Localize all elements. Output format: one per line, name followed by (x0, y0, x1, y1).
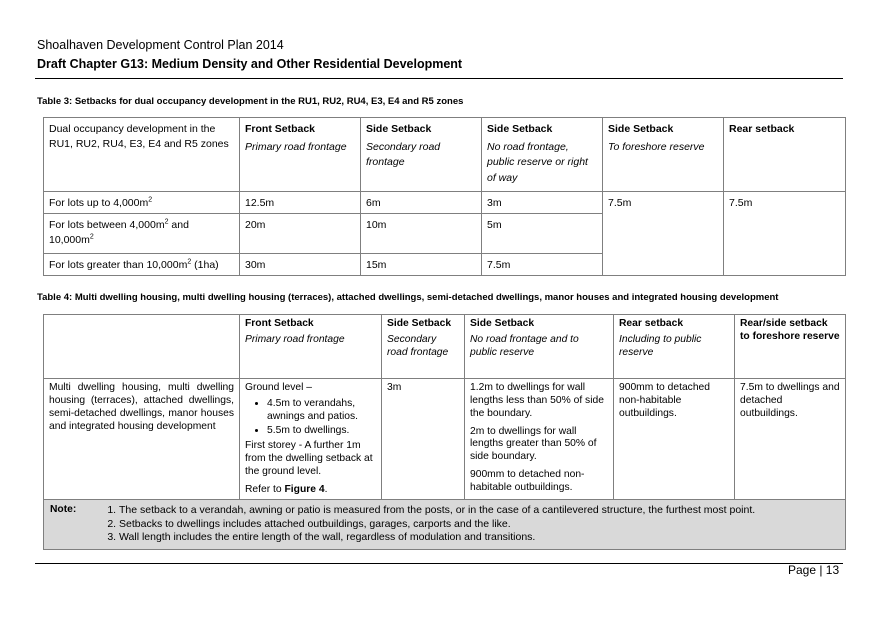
table3-header-side-foreshore: Side Setback To foreshore reserve (603, 118, 724, 192)
table3-header-side-no-road: Side Setback No road frontage, public reserve or right of way (482, 118, 603, 192)
notes-label: Note: (50, 503, 77, 515)
table4-header-foreshore: Rear/side setback to foreshore reserve (735, 315, 846, 379)
table4-front-cell: Ground level – • 4.5m to verandahs, awnings and patios. • 5.5m to dwellings. First storey - A further 1m from the dwelling setback at the ground level. Refer to Figure 4. (240, 379, 382, 500)
table4-row-label: Multi dwelling housing, multi dwelling housing (terraces), attached dwellings, semi-detached dwellings, manor houses and integrated housing development (44, 379, 240, 500)
table3-header-rear: Rear setback (724, 118, 846, 192)
table3-row1-front: 12.5m (240, 192, 361, 214)
table4-side-secondary-cell: 3m (382, 379, 465, 500)
table3-row2-side-no-road: 5m (482, 214, 603, 254)
list-item: • 4.5m to verandahs, awnings and patios. (267, 398, 376, 424)
figure-reference: Figure 4 (284, 484, 325, 496)
table3-row3-label: For lots greater than $10,000m^2$ (1ha) (44, 254, 240, 276)
table3-rear-cell: 7.5m (724, 192, 846, 276)
table4-header-front: Front Setback Primary road frontage (240, 315, 382, 379)
table4-header-rear: Rear setback Including to public reserve (614, 315, 735, 379)
table4-header-side-no-road: Side Setback No road frontage and to public reserve (465, 315, 614, 379)
table4-header-row (44, 315, 846, 379)
notes-row (44, 499, 846, 549)
header-rule (35, 78, 843, 79)
table3-row2-front: 20m (240, 214, 361, 254)
table3-row3-side-secondary: 15m (361, 254, 482, 276)
table4-foreshore-cell: 7.5m to dwellings and detached outbuildings. (735, 379, 846, 500)
table4-caption: Table 4: Multi dwelling housing, multi dwelling housing (terraces), attached dwellings, semi-detached dwellings, manor houses and integrated housing development (37, 292, 779, 303)
table3-header-col0: Dual occupancy development in the RU1, RU2, RU4, E3, E4 and R5 zones (44, 118, 240, 192)
table3-row3-side-no-road: 7.5m (482, 254, 603, 276)
table3-header-front: Front Setback Primary road frontage (240, 118, 361, 192)
list-item: 1. The setback to a verandah, awning or patio is measured from the posts, or in the case of a cantilevered structure, the furthest most point. (119, 504, 840, 518)
table4 (43, 314, 846, 550)
table3-foreshore-cell: 7.5m (603, 192, 724, 276)
table3-row1-side-secondary: 6m (361, 192, 482, 214)
table-row (44, 379, 846, 500)
table-row (44, 192, 846, 214)
table3 (43, 117, 846, 276)
list-item: 3. Wall length includes the entire length of the wall, regardless of modulation and transitions. (119, 531, 840, 545)
footer-rule (35, 563, 843, 564)
table4-side-no-road-cell: 1.2m to dwellings for wall lengths less than 50% of side the boundary. 2m to dwellings for wall lengths greater than 50% of side boundary. 900mm to detached non-habitable outbuildings. (465, 379, 614, 500)
table4-header-empty (44, 315, 240, 379)
table3-row2-side-secondary: 10m (361, 214, 482, 254)
table4-rear-cell: 900mm to detached non-habitable outbuildings. (614, 379, 735, 500)
notes-list (49, 504, 840, 545)
list-item: 2. Setbacks to dwellings includes attached outbuildings, garages, carports and the like. (119, 518, 840, 532)
list-item: • 5.5m to dwellings. (267, 425, 376, 438)
page-number: Page | 13 (788, 563, 840, 577)
table3-row1-label: For lots up to $4,000m^2$ (44, 192, 240, 214)
table3-header-side-secondary: Side Setback Secondary road frontage (361, 118, 482, 192)
table3-header-row (44, 118, 846, 192)
document-title: Shoalhaven Development Control Plan 2014 (37, 38, 284, 52)
chapter-title: Draft Chapter G13: Medium Density and Other Residential Development (37, 57, 463, 71)
table3-caption: Table 3: Setbacks for dual occupancy development in the RU1, RU2, RU4, E3, E4 and R5 zones (37, 96, 464, 107)
table4-header-side-secondary: Side Setback Secondary road frontage (382, 315, 465, 379)
table3-row2-label: For lots between $4,000m^2$ and $10,000m^2$ (44, 214, 240, 254)
notes-cell (44, 499, 846, 549)
table3-row1-side-no-road: 3m (482, 192, 603, 214)
table3-row3-front: 30m (240, 254, 361, 276)
